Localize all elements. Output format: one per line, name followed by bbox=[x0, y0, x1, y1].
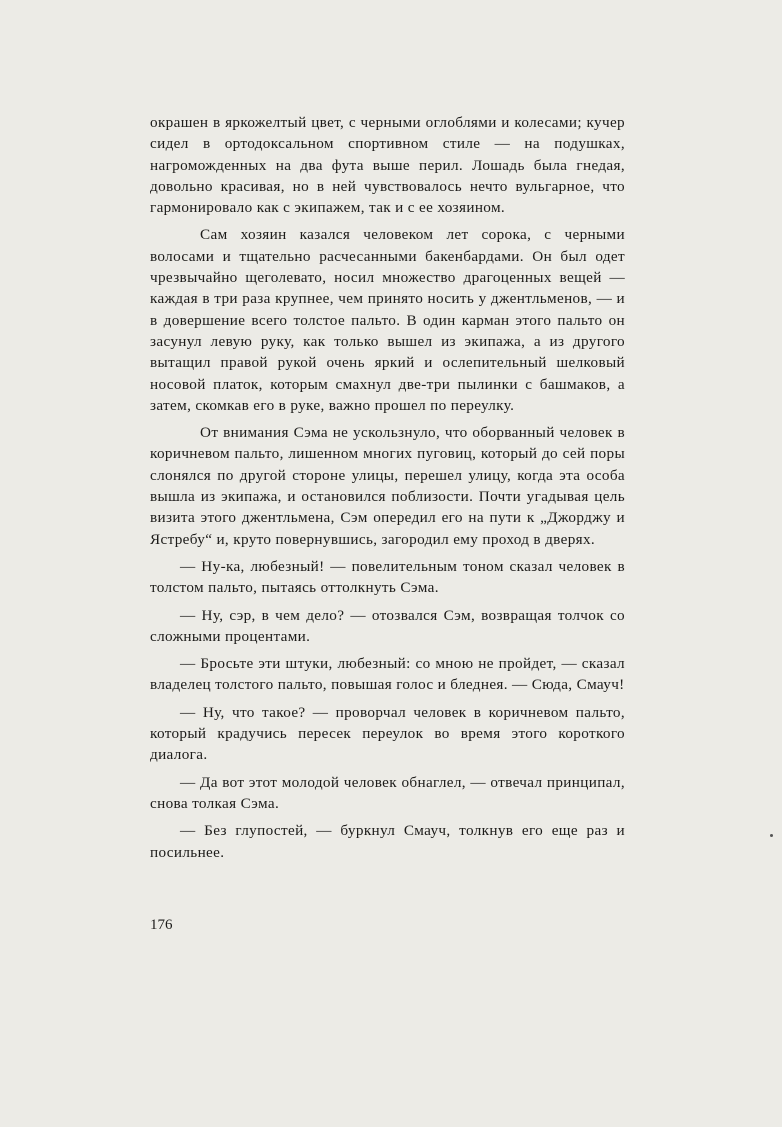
dialogue-line: — Ну-ка, любезный! — повелительным тоном сказал человек в толстом пальто, пытаясь оттолкнуть Сэма. bbox=[150, 557, 625, 597]
paragraph: От внимания Сэма не ускользнуло, что оборванный человек в коричневом пальто, лишенном многих пуговиц, который до сей поры слонялся по другой стороне улицы, перешел улицу, когда эта особа вышла из экипажа, и остановился поблизости. Почти угадывая цель визита этого джентльмена, Сэм опередил его на пути к „Джорджу и Ястребу“ и, круто повернувшись, загородил ему проход в дверях. bbox=[150, 424, 625, 548]
page-number: 176 bbox=[150, 917, 173, 933]
dialogue-line: — Без глупостей, — буркнул Смауч, толкнув его еще раз и посильнее. bbox=[150, 822, 625, 861]
dialogue-line: — Ну, сэр, в чем дело? — отозвался Сэм, возвращая толчок со сложными процентами. bbox=[150, 606, 625, 645]
dialogue-line: — Ну, что такое? — проворчал человек в коричневом пальто, который крадучись пересек переулок во время этого короткого диалога. bbox=[150, 703, 625, 764]
dialogue-line: — Бросьте эти штуки, любезный: со мною не пройдет, — сказал владелец толстого пальто, повышая голос и бледнея. — Сюда, Смауч! bbox=[150, 655, 625, 694]
paragraph: Сам хозяин казался человеком лет сорока, с черными волосами и тщательно расчесанными бакенбардами. Он был одет чрезвычайно щеголевато, носил множество драгоценных вещей — каждая в три раза крупнее, чем принято носить у джентльменов, — и в довершение всего толстое пальто. В один карман этого пальто он засунул левую руку, как только вышел из экипажа, а из другого вытащил правой рукой очень яркий и ослепительный шелковый носовой платок, которым смахнул две-три пылинки с башмаков, а затем, скомкав его в руке, важно прошел по переулку. bbox=[150, 226, 625, 414]
dialogue-line: — Да вот этот молодой человек обнаглел, — отвечал принципал, снова толкая Сэма. bbox=[150, 773, 625, 812]
body-text bbox=[150, 112, 625, 869]
paragraph: окрашен в яркожелтый цвет, с черными оглоблями и колесами; кучер сидел в ортодоксальном спортивном стиле — на подушках, нагроможденных на два фута выше перил. Лошадь была гнедая, довольно красивая, но в ней чувствовалось нечто вульгарное, что гармонировало как с экипажем, так и с ее хозяином. bbox=[150, 114, 625, 217]
scan-speck bbox=[770, 834, 773, 837]
